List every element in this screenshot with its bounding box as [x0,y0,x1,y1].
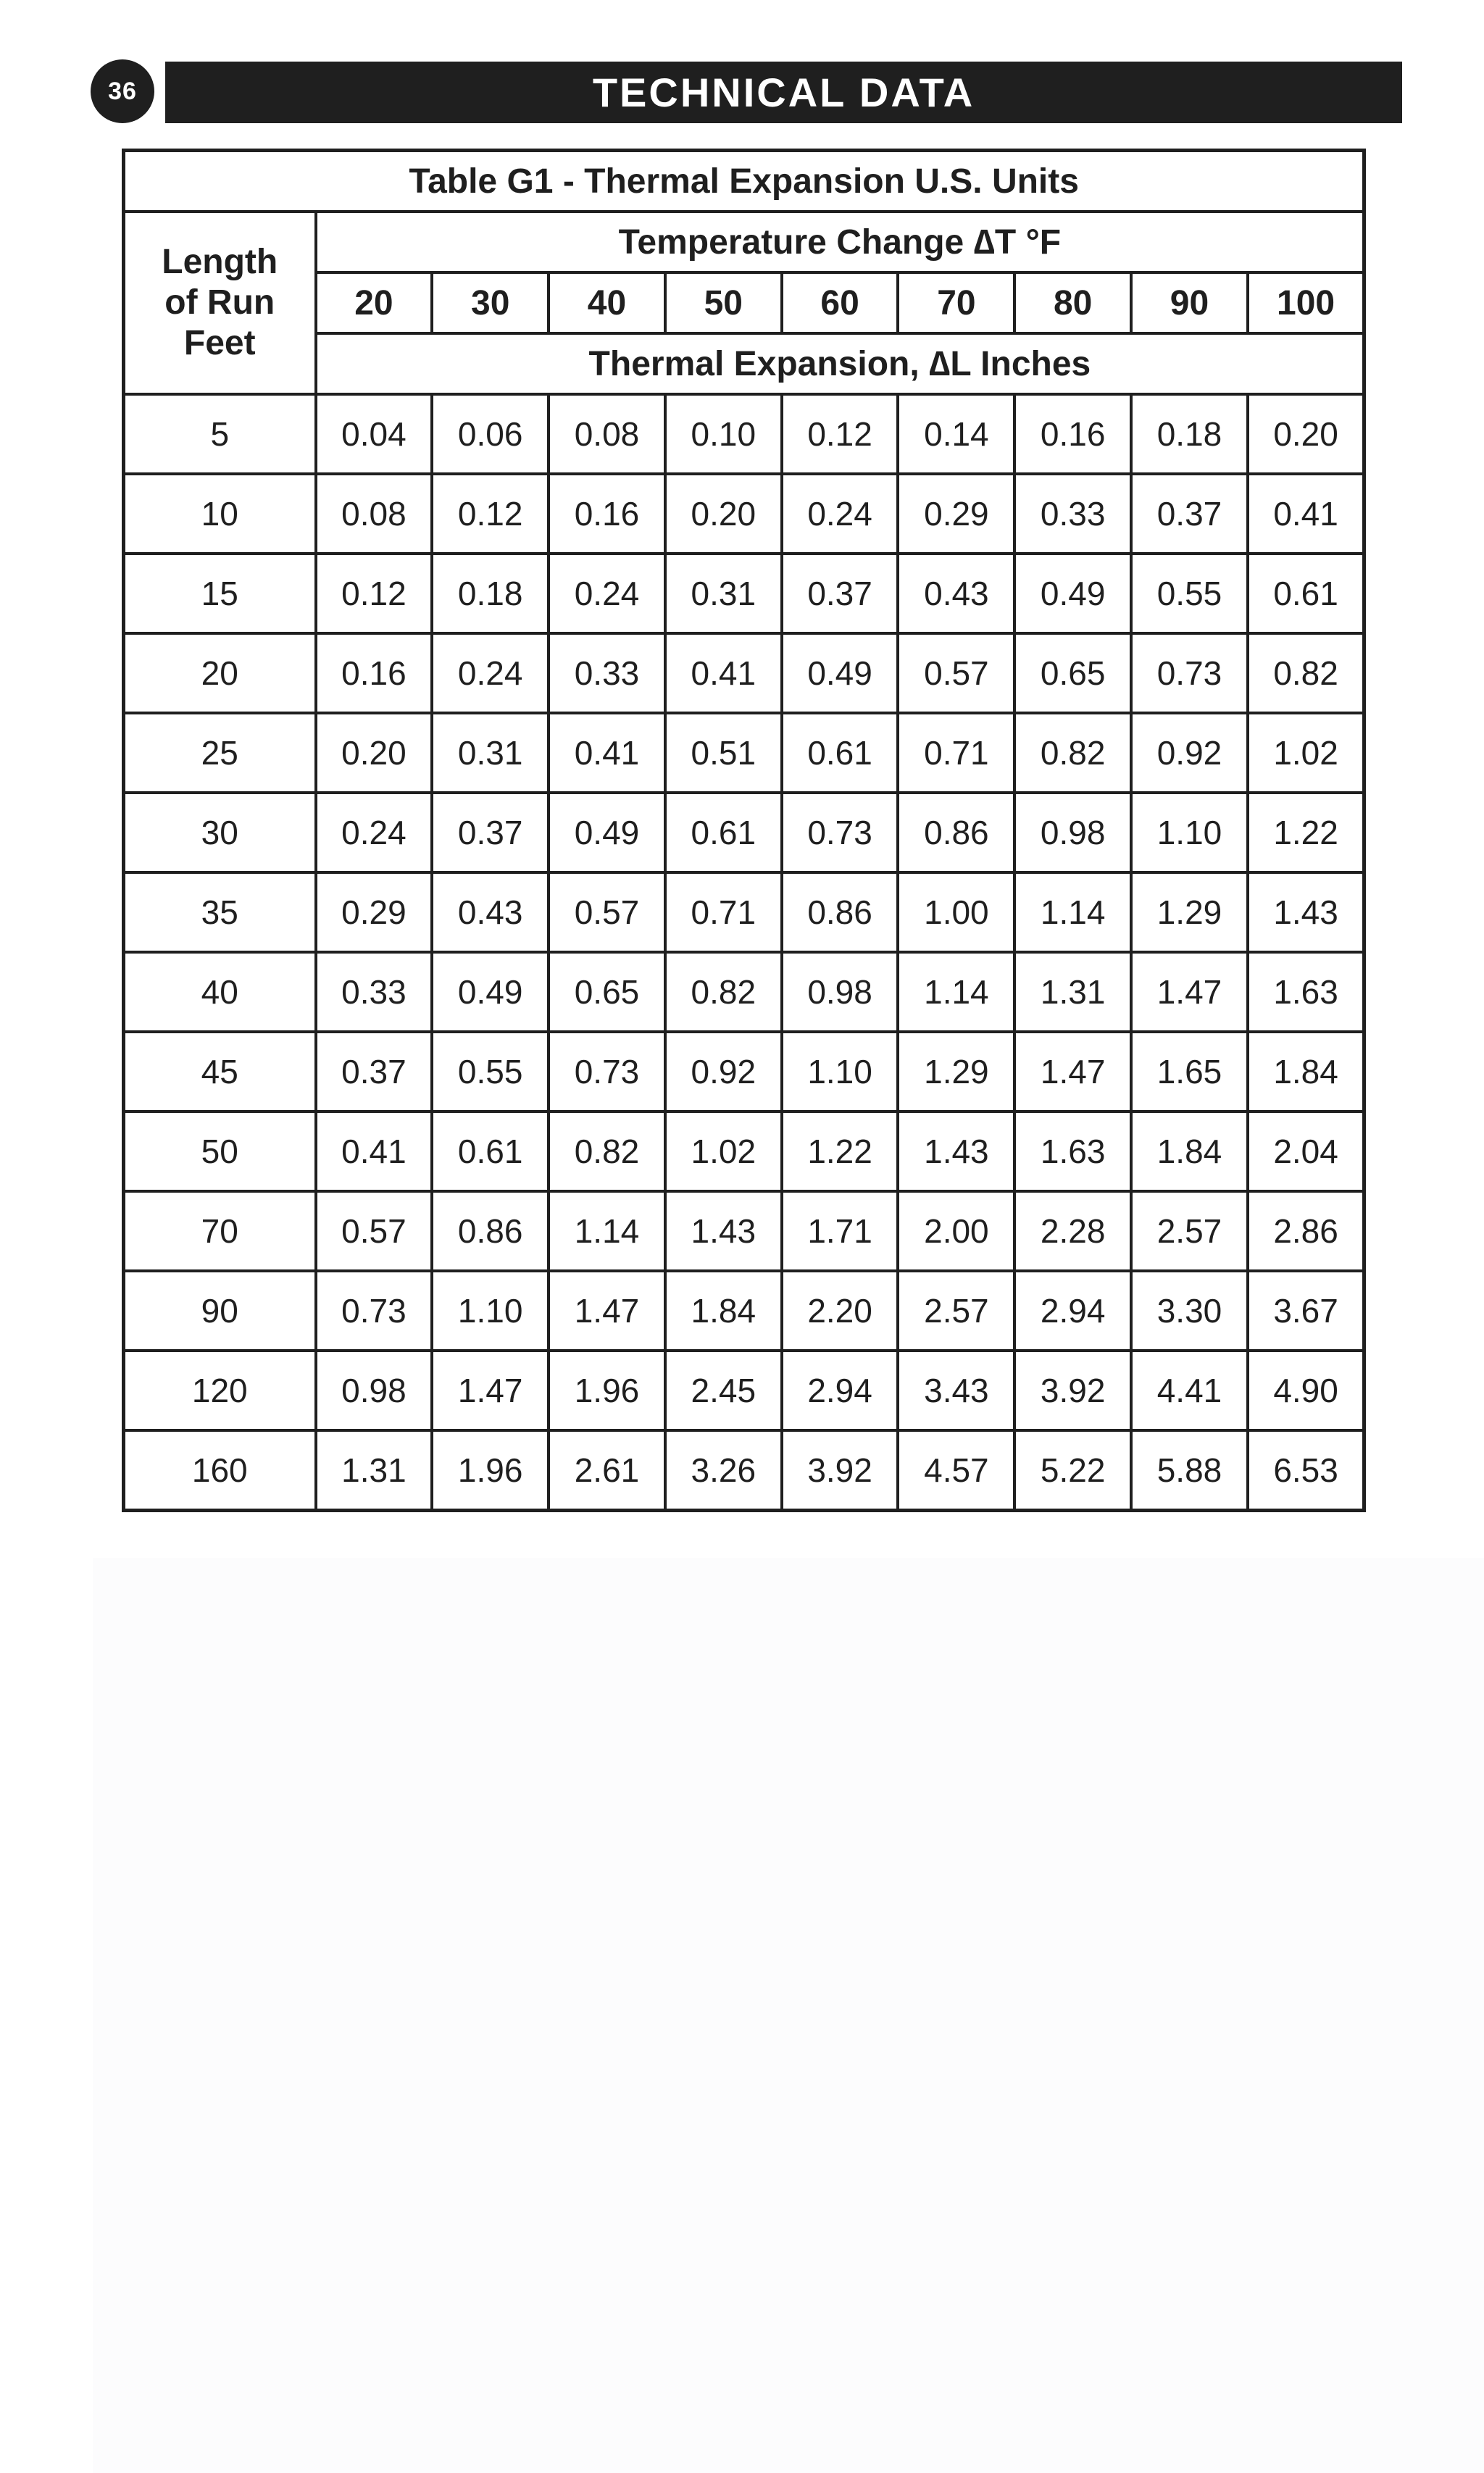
expansion-value-cell: 2.00 [898,1191,1014,1271]
temperature-column-header: 100 [1248,272,1364,333]
expansion-value-cell: 5.88 [1131,1430,1248,1511]
expansion-value-cell: 1.63 [1014,1112,1131,1191]
length-cell: 25 [124,713,316,793]
expansion-value-cell: 1.47 [549,1271,665,1351]
expansion-value-cell: 0.86 [898,793,1014,872]
expansion-value-cell: 4.41 [1131,1351,1248,1430]
expansion-value-cell: 0.57 [898,633,1014,713]
expansion-value-cell: 0.49 [1014,554,1131,633]
page-background [93,1558,1484,2473]
expansion-value-cell: 1.14 [898,952,1014,1032]
temperature-column-header: 90 [1131,272,1248,333]
expansion-value-cell: 2.28 [1014,1191,1131,1271]
expansion-value-cell: 1.31 [316,1430,433,1511]
expansion-value-cell: 0.86 [782,872,899,952]
expansion-value-cell: 0.12 [432,474,549,554]
expansion-value-cell: 0.57 [549,872,665,952]
expansion-value-cell: 1.14 [1014,872,1131,952]
expansion-value-cell: 1.10 [1131,793,1248,872]
expansion-value-cell: 0.12 [782,394,899,474]
expansion-value-cell: 0.82 [1248,633,1364,713]
expansion-value-cell: 0.51 [665,713,782,793]
expansion-value-cell: 2.20 [782,1271,899,1351]
temperature-column-header: 40 [549,272,665,333]
expansion-value-cell: 0.04 [316,394,433,474]
expansion-value-cell: 0.16 [549,474,665,554]
length-cell: 70 [124,1191,316,1271]
table-body [124,394,1364,1511]
table-row [124,952,1364,1032]
expansion-value-cell: 0.92 [665,1032,782,1112]
expansion-value-cell: 1.43 [1248,872,1364,952]
expansion-value-cell: 0.37 [1131,474,1248,554]
expansion-value-cell: 0.18 [1131,394,1248,474]
expansion-value-cell: 0.65 [549,952,665,1032]
expansion-value-cell: 0.61 [665,793,782,872]
page-number-badge: 36 [91,59,154,123]
length-of-run-header [124,212,316,394]
temperature-column-header: 60 [782,272,899,333]
table-row [124,554,1364,633]
expansion-value-cell: 0.71 [898,713,1014,793]
expansion-value-cell: 0.41 [549,713,665,793]
table-row [124,633,1364,713]
expansion-value-cell: 1.47 [432,1351,549,1430]
expansion-value-cell: 0.33 [316,952,433,1032]
length-cell: 20 [124,633,316,713]
section-header: TECHNICAL DATA [165,62,1402,123]
expansion-value-cell: 1.10 [432,1271,549,1351]
expansion-value-cell: 1.14 [549,1191,665,1271]
expansion-value-cell: 1.84 [665,1271,782,1351]
expansion-value-cell: 0.61 [432,1112,549,1191]
thermal-expansion-table [122,149,1366,1512]
table-row [124,1032,1364,1112]
table-title: Table G1 - Thermal Expansion U.S. Units [124,151,1364,212]
expansion-value-cell: 1.96 [549,1351,665,1430]
expansion-value-cell: 0.73 [549,1032,665,1112]
expansion-value-cell: 0.16 [316,633,433,713]
expansion-value-cell: 4.90 [1248,1351,1364,1430]
expansion-value-cell: 0.82 [665,952,782,1032]
expansion-value-cell: 0.33 [549,633,665,713]
length-cell: 30 [124,793,316,872]
length-cell: 40 [124,952,316,1032]
expansion-value-cell: 1.96 [432,1430,549,1511]
table-row [124,1191,1364,1271]
expansion-value-cell: 1.10 [782,1032,899,1112]
expansion-value-cell: 1.29 [1131,872,1248,952]
expansion-value-cell: 2.94 [1014,1271,1131,1351]
expansion-value-cell: 0.10 [665,394,782,474]
expansion-value-cell: 3.92 [1014,1351,1131,1430]
expansion-value-cell: 2.86 [1248,1191,1364,1271]
length-of-run-label: Length of Run Feet [162,243,278,362]
expansion-value-cell: 0.49 [432,952,549,1032]
length-cell: 5 [124,394,316,474]
table-row [124,1430,1364,1511]
expansion-value-cell: 0.20 [316,713,433,793]
expansion-value-cell: 1.84 [1131,1112,1248,1191]
expansion-value-cell: 0.18 [432,554,549,633]
expansion-value-cell: 0.31 [665,554,782,633]
expansion-value-cell: 3.67 [1248,1271,1364,1351]
expansion-value-cell: 0.41 [665,633,782,713]
expansion-value-cell: 0.57 [316,1191,433,1271]
expansion-value-cell: 0.24 [782,474,899,554]
expansion-value-cell: 2.57 [1131,1191,1248,1271]
expansion-value-cell: 0.73 [1131,633,1248,713]
expansion-value-cell: 1.02 [665,1112,782,1191]
expansion-value-cell: 5.22 [1014,1430,1131,1511]
table-row [124,1351,1364,1430]
expansion-value-cell: 1.47 [1014,1032,1131,1112]
expansion-value-cell: 0.12 [316,554,433,633]
expansion-value-cell: 1.29 [898,1032,1014,1112]
expansion-value-cell: 0.82 [1014,713,1131,793]
expansion-value-cell: 0.65 [1014,633,1131,713]
expansion-value-cell: 1.43 [898,1112,1014,1191]
expansion-value-cell: 0.24 [316,793,433,872]
expansion-value-cell: 0.86 [432,1191,549,1271]
expansion-value-cell: 0.37 [782,554,899,633]
expansion-value-cell: 1.71 [782,1191,899,1271]
temperature-column-header: 50 [665,272,782,333]
expansion-value-cell: 0.55 [1131,554,1248,633]
table-row [124,1271,1364,1351]
expansion-value-cell: 0.41 [1248,474,1364,554]
expansion-value-cell: 1.22 [1248,793,1364,872]
expansion-value-cell: 2.04 [1248,1112,1364,1191]
expansion-value-cell: 1.84 [1248,1032,1364,1112]
expansion-value-cell: 0.29 [898,474,1014,554]
expansion-value-cell: 1.31 [1014,952,1131,1032]
expansion-value-cell: 0.08 [549,394,665,474]
table-row [124,1112,1364,1191]
expansion-value-cell: 0.24 [432,633,549,713]
expansion-value-cell: 0.14 [898,394,1014,474]
expansion-value-cell: 0.49 [549,793,665,872]
table-row [124,793,1364,872]
expansion-value-cell: 3.43 [898,1351,1014,1430]
expansion-value-cell: 0.61 [1248,554,1364,633]
expansion-value-cell: 1.43 [665,1191,782,1271]
expansion-value-cell: 1.63 [1248,952,1364,1032]
expansion-value-cell: 0.29 [316,872,433,952]
expansion-value-cell: 2.61 [549,1430,665,1511]
table-row [124,713,1364,793]
expansion-value-cell: 0.49 [782,633,899,713]
expansion-value-cell: 0.71 [665,872,782,952]
expansion-value-cell: 0.73 [316,1271,433,1351]
expansion-value-cell: 0.08 [316,474,433,554]
expansion-value-cell: 1.65 [1131,1032,1248,1112]
expansion-value-cell: 3.30 [1131,1271,1248,1351]
expansion-value-cell: 0.98 [316,1351,433,1430]
temperature-column-header: 20 [316,272,433,333]
expansion-value-cell: 4.57 [898,1430,1014,1511]
expansion-value-cell: 0.16 [1014,394,1131,474]
length-cell: 90 [124,1271,316,1351]
expansion-value-cell: 1.47 [1131,952,1248,1032]
expansion-value-cell: 2.45 [665,1351,782,1430]
expansion-value-cell: 0.37 [432,793,549,872]
expansion-value-cell: 3.92 [782,1430,899,1511]
length-cell: 50 [124,1112,316,1191]
length-cell: 160 [124,1430,316,1511]
thermal-expansion-header: Thermal Expansion, ∆L Inches [316,333,1364,394]
expansion-value-cell: 0.43 [432,872,549,952]
expansion-value-cell: 0.37 [316,1032,433,1112]
expansion-value-cell: 0.20 [665,474,782,554]
expansion-value-cell: 0.98 [1014,793,1131,872]
expansion-value-cell: 1.00 [898,872,1014,952]
temperature-column-header: 80 [1014,272,1131,333]
expansion-value-cell: 0.55 [432,1032,549,1112]
expansion-value-cell: 6.53 [1248,1430,1364,1511]
expansion-value-cell: 0.06 [432,394,549,474]
temperature-column-header: 30 [432,272,549,333]
expansion-value-cell: 1.22 [782,1112,899,1191]
expansion-value-cell: 0.98 [782,952,899,1032]
expansion-value-cell: 0.31 [432,713,549,793]
length-cell: 120 [124,1351,316,1430]
expansion-value-cell: 0.73 [782,793,899,872]
expansion-value-cell: 2.94 [782,1351,899,1430]
expansion-value-cell: 0.41 [316,1112,433,1191]
temperature-change-header: Temperature Change ∆T °F [316,212,1364,272]
expansion-value-cell: 0.24 [549,554,665,633]
expansion-value-cell: 0.20 [1248,394,1364,474]
expansion-value-cell: 0.33 [1014,474,1131,554]
expansion-value-cell: 0.92 [1131,713,1248,793]
temperature-column-header: 70 [898,272,1014,333]
length-cell: 45 [124,1032,316,1112]
expansion-value-cell: 2.57 [898,1271,1014,1351]
table-row [124,394,1364,474]
length-cell: 15 [124,554,316,633]
expansion-value-cell: 1.02 [1248,713,1364,793]
length-cell: 35 [124,872,316,952]
expansion-value-cell: 3.26 [665,1430,782,1511]
expansion-value-cell: 0.82 [549,1112,665,1191]
table-row [124,474,1364,554]
table-row [124,872,1364,952]
expansion-value-cell: 0.43 [898,554,1014,633]
length-cell: 10 [124,474,316,554]
expansion-value-cell: 0.61 [782,713,899,793]
